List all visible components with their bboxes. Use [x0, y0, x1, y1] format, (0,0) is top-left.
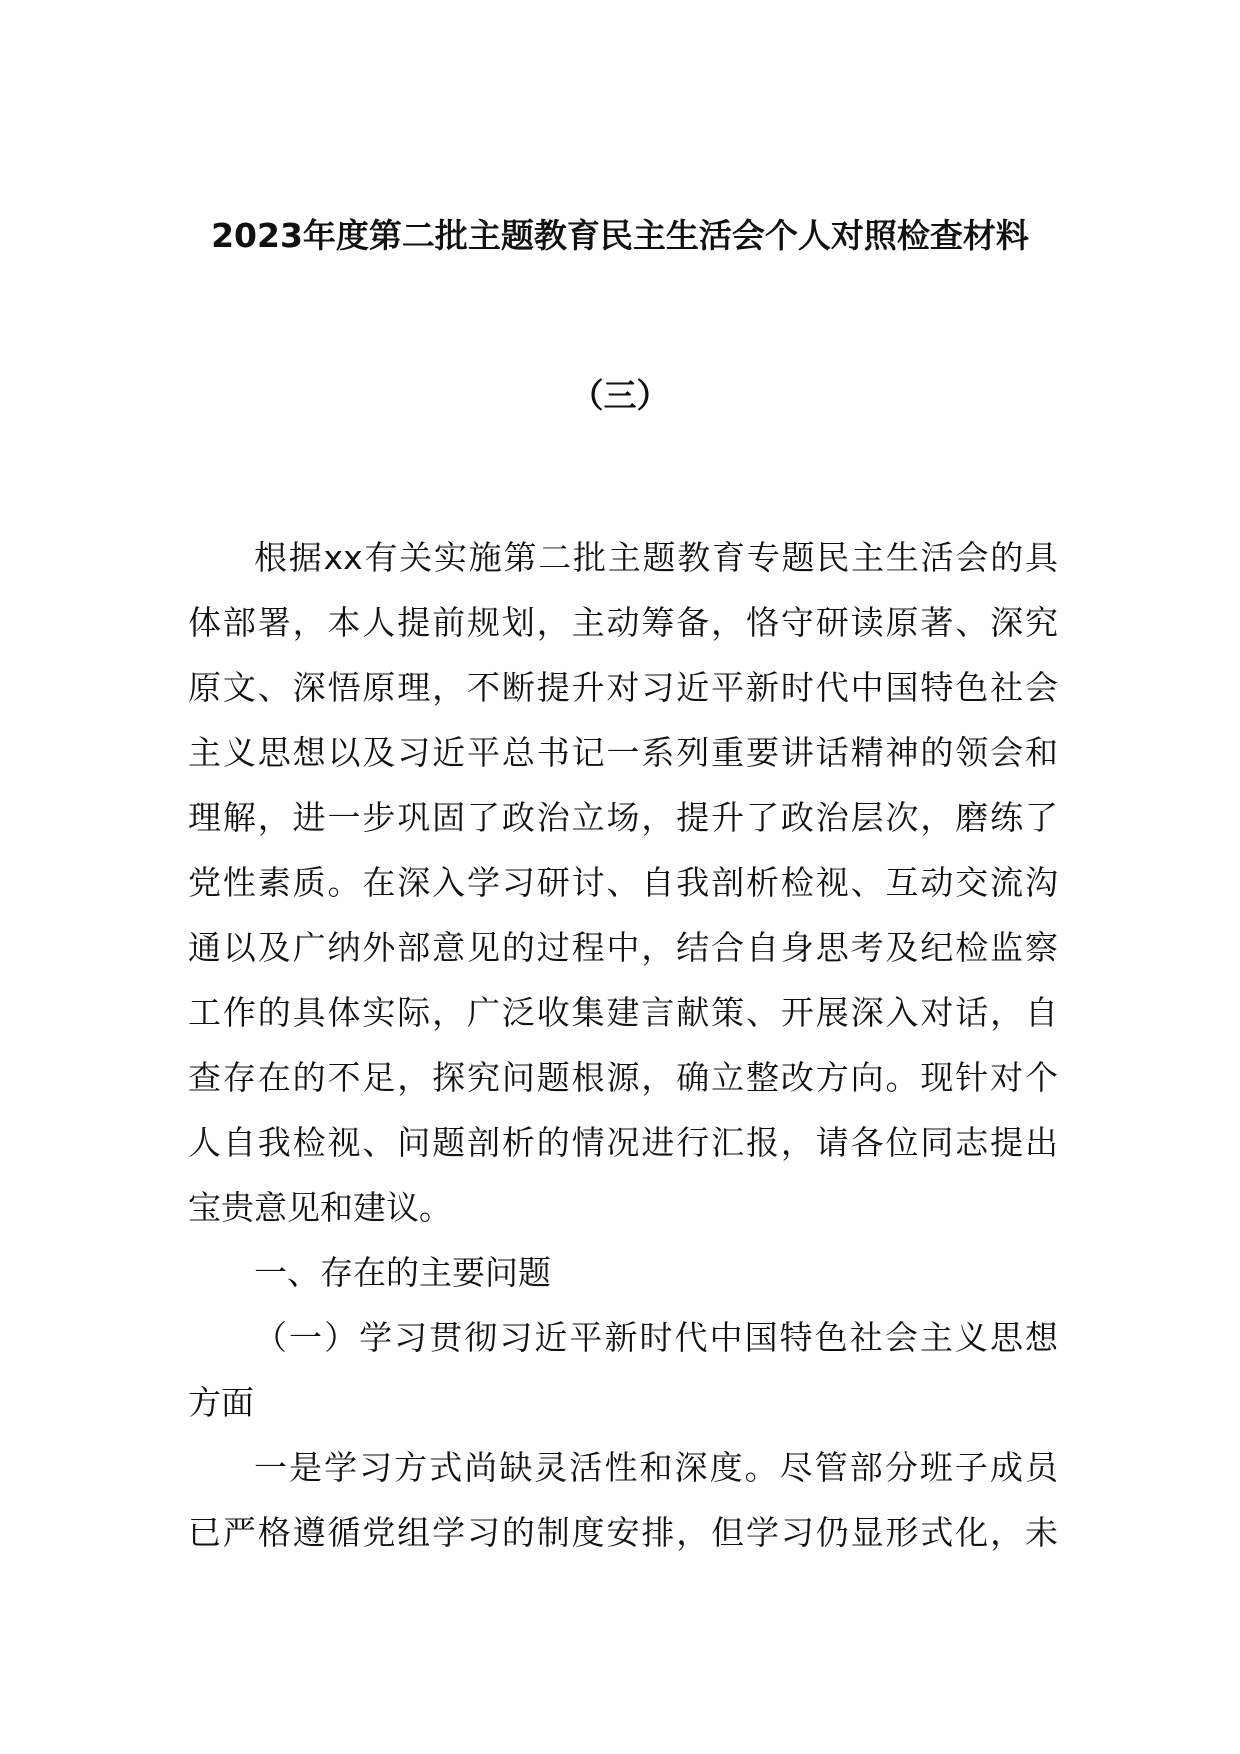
- subsection-heading-line: 方面: [188, 1383, 254, 1422]
- point-line: 一是学习方式尚缺灵活性和深度。尽管部分班子成员: [254, 1448, 1058, 1487]
- intro-line: 理解，进一步巩固了政治立场，提升了政治层次，磨练了: [188, 798, 1058, 837]
- section-heading: 一、存在的主要问题: [254, 1253, 551, 1292]
- intro-line: 人自我检视、问题剖析的情况进行汇报，请各位同志提出: [188, 1123, 1058, 1162]
- intro-line: 主义思想以及习近平总书记一系列重要讲话精神的领会和: [188, 733, 1058, 772]
- intro-line: 体部署，本人提前规划，主动筹备，恪守研读原著、深究: [188, 603, 1058, 642]
- subsection-heading-line: （一）学习贯彻习近平新时代中国特色社会主义思想: [254, 1318, 1058, 1357]
- document-title: 2023年度第二批主题教育民主生活会个人对照检查材料: [211, 216, 1029, 255]
- intro-line: 原文、深悟原理，不断提升对习近平新时代中国特色社会: [188, 668, 1058, 707]
- document-subtitle: （三）: [570, 376, 670, 415]
- point-line: 已严格遵循党组学习的制度安排，但学习仍显形式化，未: [188, 1513, 1058, 1552]
- intro-line: 根据xx有关实施第二批主题教育专题民主生活会的具: [254, 538, 1058, 577]
- intro-line: 党性素质。在深入学习研讨、自我剖析检视、互动交流沟: [188, 863, 1058, 902]
- intro-line: 工作的具体实际，广泛收集建言献策、开展深入对话，自: [188, 993, 1058, 1032]
- intro-line: 查存在的不足，探究问题根源，确立整改方向。现针对个: [188, 1058, 1058, 1097]
- intro-line: 宝贵意见和建议。: [188, 1188, 452, 1227]
- document-body: [188, 525, 1058, 1565]
- intro-line: 通以及广纳外部意见的过程中，结合自身思考及纪检监察: [188, 928, 1058, 967]
